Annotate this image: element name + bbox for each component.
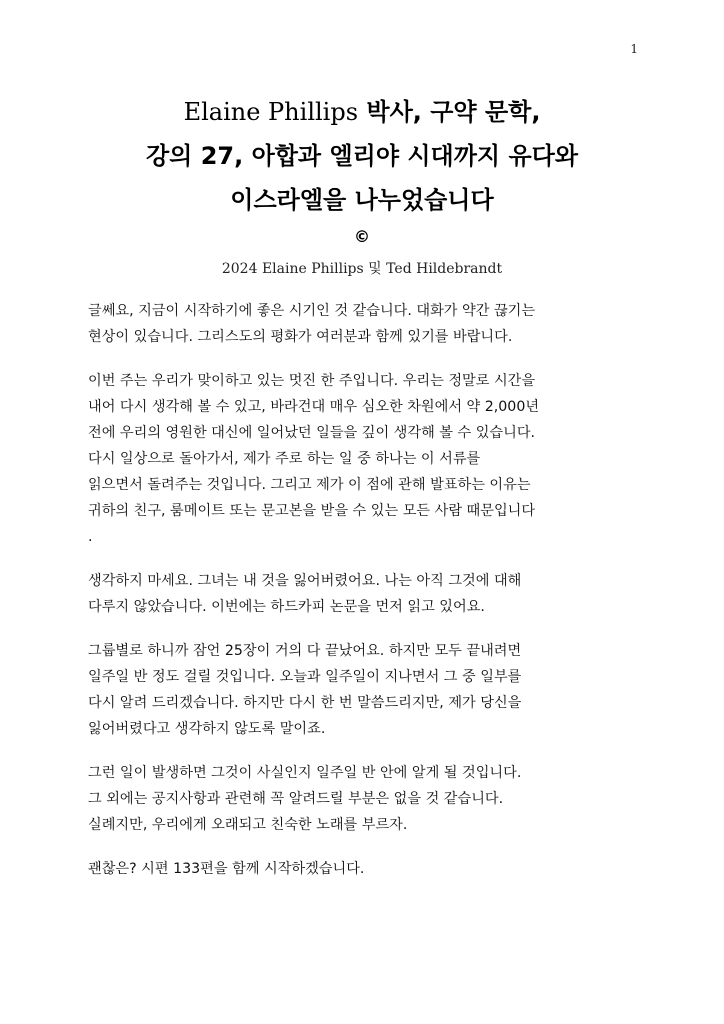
paragraph-line: 괜찮은? 시편 133편을 함께 시작하겠습니다. [88,861,365,877]
title-degree-course: 박사, 구약 문학, [358,98,541,126]
paragraph [88,638,640,742]
document-title [60,90,664,222]
paragraph-line: 귀하의 친구, 룸메이트 또는 문고본을 받을 수 있는 모든 사람 때문입니다 [88,503,536,519]
title-author-name: Elaine Phillips [183,98,359,126]
paragraph [88,856,640,882]
paragraph-line: 다시 알려 드리겠습니다. 하지만 다시 한 번 말씀드리지만, 제가 당신을 [88,695,522,711]
paragraph-line: 글쎄요, 지금이 시작하기에 좋은 시기인 것 같습니다. 대화가 약간 끊기는 [88,303,536,319]
title-line-3: 이스라엘을 나누었습니다 [230,186,494,214]
paragraph-line: 그 외에는 공지사항과 관련해 꼭 알려드릴 부분은 없을 것 같습니다. [88,791,504,807]
paragraph-line: 전에 우리의 영원한 대신에 일어났던 일들을 깊이 생각해 볼 수 있습니다. [88,425,536,441]
paragraph-line: 일주일 반 정도 걸릴 것입니다. 오늘과 일주일이 지나면서 그 중 일부를 [88,669,522,685]
paragraph-line: 현상이 있습니다. 그리스도의 평화가 여러분과 함께 있기를 바랍니다. [88,329,513,345]
copyright-icon: © [354,227,370,246]
copyright-year-author: 2024 Elaine Phillips [221,261,364,277]
paragraph-line: 생각하지 마세요. 그녀는 내 것을 잃어버렸어요. 나는 아직 그것에 대해 [88,573,522,589]
copyright-coauthor: Ted Hildebrandt [386,261,503,277]
paragraph-line: 내어 다시 생각해 볼 수 있고, 바라건대 매우 심오한 차원에서 약 2,000년 [88,399,540,415]
paragraph-line: 잃어버렸다고 생각하지 않도록 말이죠. [88,721,326,737]
paragraph-line: 실례지만, 우리에게 오래되고 친숙한 노래를 부르자. [88,817,408,833]
paragraph [88,568,640,620]
paragraph-line: 그런 일이 발생하면 그것이 사실인지 일주일 반 안에 알게 될 것입니다. [88,765,522,781]
paragraph-line: 이번 주는 우리가 맞이하고 있는 멋진 한 주입니다. 우리는 정말로 시간을 [88,373,536,389]
paragraph-line: 다루지 않았습니다. 이번에는 하드카피 논문을 먼저 읽고 있어요. [88,599,485,615]
paragraph-line: . [88,529,93,545]
paragraph-line: 그룹별로 하니까 잠언 25장이 거의 다 끝났어요. 하지만 모두 끝내려면 [88,643,522,659]
paragraph-line: 읽으면서 돌려주는 것입니다. 그리고 제가 이 점에 관해 발표하는 이유는 [88,477,531,493]
page-number: 1 [630,42,638,56]
paragraph [88,298,640,350]
copyright-line [0,258,724,278]
paragraph [88,368,640,550]
paragraph [88,760,640,838]
body-text [88,298,640,900]
title-line-1 [60,90,664,134]
paragraph-line: 다시 일상으로 돌아가서, 제가 주로 하는 일 중 하나는 이 서류를 [88,451,481,467]
copyright-conjunction: 및 [363,261,387,277]
title-line-2: 강의 27, 아합과 엘리야 시대까지 유다와 [145,142,579,170]
